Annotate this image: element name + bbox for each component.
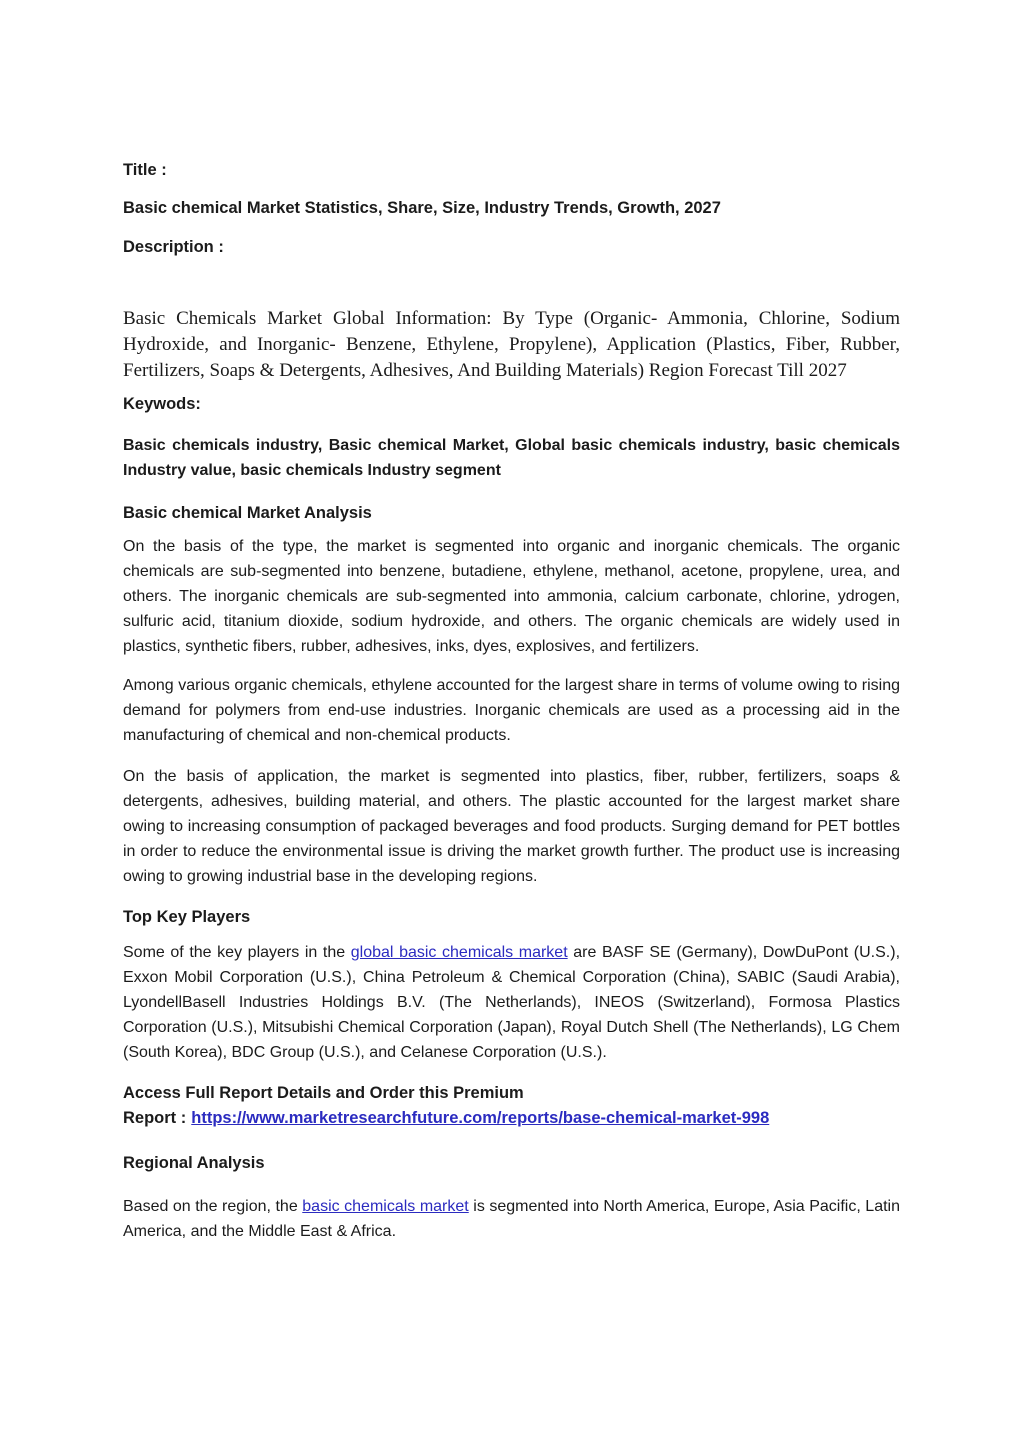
title-label: Title : — [123, 161, 167, 179]
report-label: Report : — [123, 1109, 187, 1127]
description-label: Description : — [123, 238, 224, 256]
keywords-text: Basic chemicals industry, Basic chemical Market, Global basic chemicals industry, basic chemicals Industry value, basic chemicals Industry segment — [123, 437, 900, 479]
key-players-text-suffix: are BASF SE (Germany), DowDuPont (U.S.), Exxon Mobil Corporation (U.S.), China Petroleum & Chemical Corporation (China), SABIC (Saudi Arabia), LyondellBasell Industries Holdings B.V. (The Netherlands), INEOS (Switzerland), Formosa Plastics Corporation (U.S.), Mitsubishi Chemical Corporation (Japan), Royal Dutch Shell (The Netherlands), LG Chem (South Korea), BDC Group (U.S.), and Celanese Corporation (U.S.). — [123, 944, 901, 1061]
key-players-paragraph — [123, 940, 900, 1065]
analysis-heading: Basic chemical Market Analysis — [123, 504, 372, 522]
regional-paragraph — [123, 1194, 900, 1244]
report-access-block — [123, 1081, 900, 1131]
global-basic-chemicals-market-link[interactable]: global basic chemicals market — [350, 944, 568, 961]
analysis-paragraph-organic: Among various organic chemicals, ethylene accounted for the largest share in terms of volume owing to rising demand for polymers from end-use industries. Inorganic chemicals are used as a processing aid in the manufacturing of chemical and non-chemical products. — [123, 677, 900, 744]
report-access-heading: Access Full Report Details and Order this Premium — [123, 1084, 524, 1102]
key-players-text-prefix: Some of the key players in the — [123, 944, 351, 961]
keywords-label: Keywods: — [123, 395, 201, 413]
description-paragraph: Basic Chemicals Market Global Information: By Type (Organic- Ammonia, Chlorine, Sodium Hydroxide, and Inorganic- Benzene, Ethylene, Propylene), Application (Plastics, Fiber, Rubber, Fertilizers, Soaps & Detergents, Adhesives, And Building Materials) Region Forecast Till 2027 — [123, 308, 900, 381]
page-title: Basic chemical Market Statistics, Share, Size, Industry Trends, Growth, 2027 — [123, 199, 721, 217]
analysis-paragraph-application: On the basis of application, the market is segmented into plastics, fiber, rubber, fertilizers, soaps & detergents, adhesives, building material, and others. The plastic accounted for the largest market share owing to increasing consumption of packaged beverages and food products. Surging demand for PET bottles in order to reduce the environmental issue is driving the market growth further. The product use is increasing owing to growing industrial base in the developing regions. — [123, 768, 900, 885]
document-content — [123, 158, 900, 1244]
key-players-heading: Top Key Players — [123, 908, 251, 926]
regional-text-prefix: Based on the region, the — [123, 1198, 303, 1215]
report-url-link[interactable]: https://www.marketresearchfuture.com/reports/base-chemical-market-998 — [191, 1109, 770, 1127]
regional-heading: Regional Analysis — [123, 1154, 265, 1172]
basic-chemicals-market-link[interactable]: basic chemicals market — [302, 1198, 469, 1215]
analysis-paragraph-type: On the basis of the type, the market is segmented into organic and inorganic chemicals. The organic chemicals are sub-segmented into benzene, butadiene, ethylene, methanol, acetone, propylene, urea, and others. The inorganic chemicals are sub-segmented into ammonia, calcium carbonate, chlorine, ydrogen, sulfuric acid, titanium dioxide, sodium hydroxide, and others. The organic chemicals are widely used in plastics, synthetic fibers, rubber, adhesives, inks, dyes, explosives, and fertilizers. — [123, 538, 900, 655]
regional-text-suffix: is segmented into North America, Europe, Asia Pacific, Latin America, and the Middle East & Africa. — [123, 1198, 901, 1240]
